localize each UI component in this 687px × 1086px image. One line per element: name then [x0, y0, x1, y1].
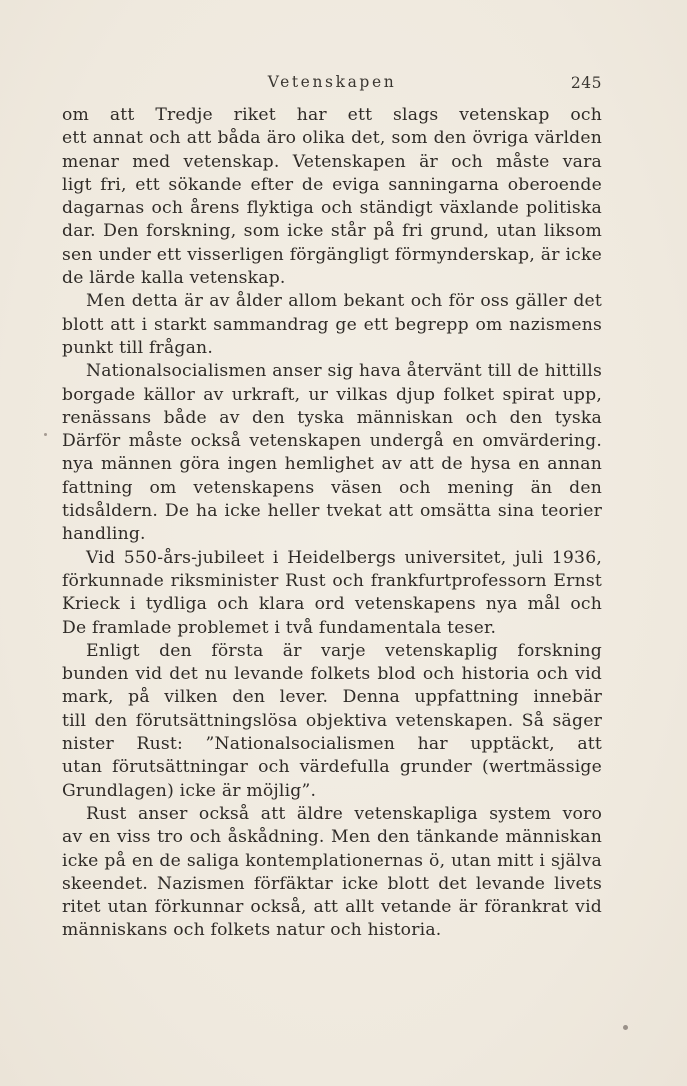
text-line: renässans både av den tyska människan och den tyska	[62, 407, 602, 428]
text-line: icke på en de saliga kontemplationernas ö, utan mitt i själva	[62, 850, 602, 871]
text-line: dagarnas och årens flyktiga och ständigt växlande politiska	[62, 198, 602, 219]
text-line: Men detta är av ålder allom bekant och för oss gäller det	[86, 291, 602, 312]
text-line: människans och folkets natur och historia.	[62, 920, 442, 941]
text-line: ligt fri, ett sökande efter de eviga sanningarna oberoende	[62, 174, 602, 195]
text-line: skeendet. Nazismen förfäktar icke blott det levande livets	[62, 873, 602, 894]
text-line: de lärde kalla vetenskap.	[62, 268, 286, 289]
body-text	[62, 104, 602, 943]
paper-speck	[623, 1025, 628, 1030]
text-line: nister Rust: ”Nationalsocialismen har upptäckt, att	[62, 734, 602, 755]
text-line: borgade källor av urkraft, ur vilkas djup folket spirat upp,	[62, 384, 602, 405]
text-line: Rust anser också att äldre vetenskapliga system voro	[86, 803, 602, 824]
text-line: tidsåldern. De ha icke heller tvekat att omsätta sina teorier	[62, 501, 602, 522]
text-line: utan förutsättningar och värdefulla grunder (wertmässige	[62, 757, 602, 778]
text-line: ett annat och att båda äro olika det, som den övriga världen	[62, 128, 602, 149]
paper-speck	[44, 433, 47, 436]
text-line: punkt till frågan.	[62, 337, 213, 358]
text-line: av en viss tro och åskådning. Men den tänkande människan	[62, 827, 602, 848]
running-title: Vetenskapen	[267, 73, 397, 91]
text-line: nya männen göra ingen hemlighet av att de hysa en annan	[62, 454, 602, 475]
text-line: mark, på vilken den lever. Denna uppfattning innebär	[62, 687, 602, 708]
text-line: menar med vetenskap. Vetenskapen är och måste vara	[62, 151, 602, 172]
page-header	[62, 73, 602, 99]
page-number: 245	[570, 74, 602, 92]
text-line: Enligt den första är varje vetenskaplig forskning	[86, 640, 602, 661]
text-line: ritet utan förkunnar också, att allt vetande är förankrat vid	[62, 897, 602, 918]
text-line: Därför måste också vetenskapen undergå en omvärdering.	[62, 431, 602, 452]
text-line: blott att i starkt sammandrag ge ett begrepp om nazismens	[62, 314, 602, 335]
text-line: förkunnade riksminister Rust och frankfurtprofessorn Ernst	[62, 570, 602, 591]
text-line: De framlade problemet i två fundamentala teser.	[62, 617, 497, 638]
text-line: Vid 550-års-jubileet i Heidelbergs universitet, juli 1936,	[86, 547, 602, 568]
text-line: till den förutsättningslösa objektiva vetenskapen. Så säger	[62, 710, 602, 731]
text-line: handling.	[62, 524, 146, 545]
text-line: fattning om vetenskapens väsen och mening än den	[62, 477, 602, 498]
text-line: Krieck i tydliga och klara ord vetenskapens nya mål och	[62, 594, 602, 615]
text-line: Grundlagen) icke är möjlig”.	[62, 780, 317, 801]
text-line: bunden vid det nu levande folkets blod och historia och vid	[62, 664, 602, 685]
text-line: sen under ett visserligen förgängligt förmynderskap, är icke	[62, 244, 602, 265]
text-line: dar. Den forskning, som icke står på fri grund, utan liksom	[62, 221, 602, 242]
text-line: Nationalsocialismen anser sig hava återvänt till de hittills	[86, 361, 602, 382]
text-line: om att Tredje riket har ett slags vetenskap och	[62, 105, 602, 125]
